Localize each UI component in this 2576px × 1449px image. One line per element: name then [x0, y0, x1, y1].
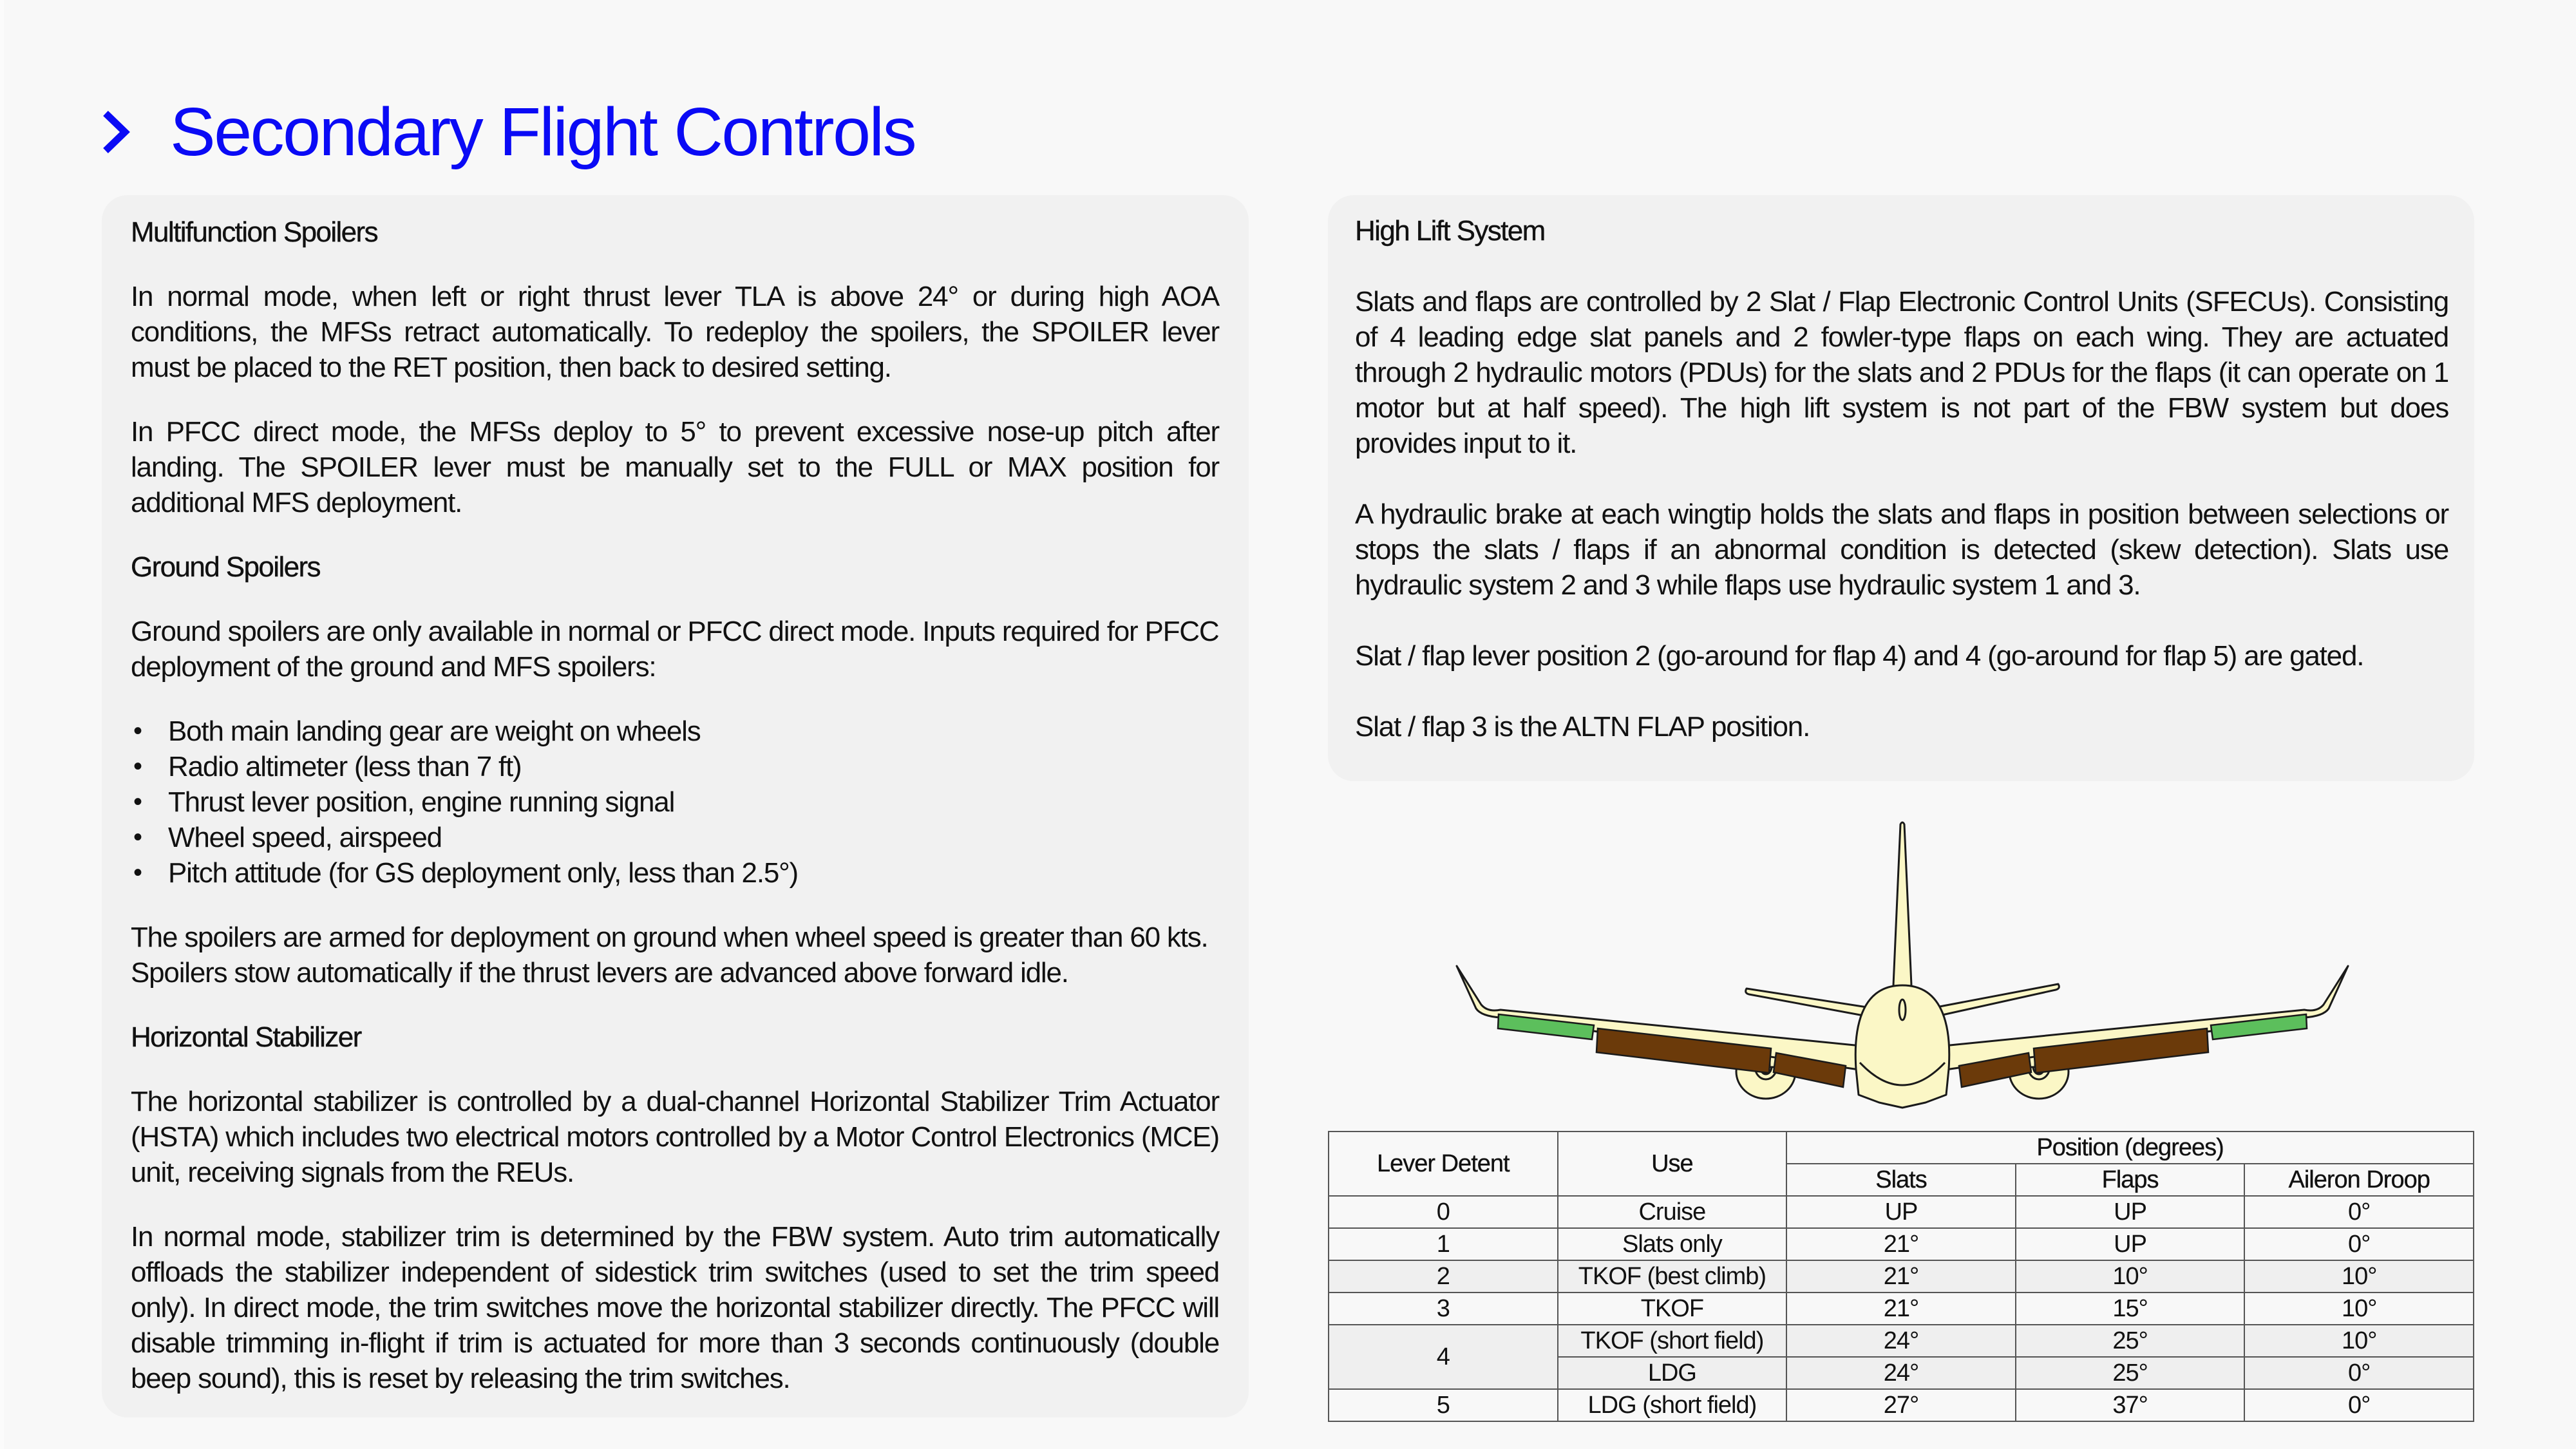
page-header [102, 90, 915, 174]
table-row [1329, 1196, 2474, 1228]
cell-use: LDG [1558, 1357, 1787, 1389]
list-item [131, 820, 1219, 855]
left-info-panel [102, 195, 1249, 1417]
paragraph: Ground spoilers are only available in normal or PFCC direct mode. Inputs required for PFCC deployment of the ground and MFS spoilers: [131, 616, 1219, 683]
cell-slats: 21° [1786, 1228, 2016, 1260]
bullet-icon: • [133, 717, 142, 745]
cell-slats: 27° [1786, 1389, 2016, 1421]
paragraph: The spoilers are armed for deployment on ground when wheel speed is greater than 60 kts. Spoilers stow automatically if the thrust levers are advanced above forward idle. [131, 922, 1208, 989]
fuselage [1855, 985, 1949, 1108]
cell-use: Slats only [1558, 1228, 1787, 1260]
paragraph: A hydraulic brake at each wingtip holds the slats and flaps in position between selections or stops the slats / flaps if an abnormal condition is detected (skew detection). Slats use hydraulic system 2 and 3 while flaps use hydraulic system 1 and 3. [1355, 498, 2448, 601]
list-item-text: Pitch attitude (for GS deployment only, less than 2.5°) [168, 857, 798, 889]
cell-detent: 0 [1329, 1196, 1558, 1228]
cell-use: TKOF (short field) [1558, 1325, 1787, 1357]
list-item [131, 714, 1219, 749]
lever-detent-table [1328, 1131, 2474, 1422]
section-heading-ground-spoilers: Ground Spoilers [131, 551, 320, 583]
page-edge [0, 0, 4, 1449]
cell-slats: 21° [1786, 1260, 2016, 1293]
table-row [1329, 1260, 2474, 1293]
paragraph: In PFCC direct mode, the MFSs deploy to 5° to prevent excessive nose-up pitch after landing. The SPOILER lever must be manually set to the FULL or MAX position for additional MFS deployment. [131, 416, 1219, 518]
list-item-text: Radio altimeter (less than 7 ft) [168, 751, 522, 782]
bullet-icon: • [133, 858, 142, 887]
cell-use: LDG (short field) [1558, 1389, 1787, 1421]
left-horizontal-stabilizer [1746, 989, 1875, 1018]
paragraph: In normal mode, stabilizer trim is determined by the FBW system. Auto trim automatically offloads the stabilizer independent of sidestick trim switches (used to set the trim speed only). In direct mode, the trim switches move the horizontal stabilizer directly. The PFCC will disable trimming in-flight if trim is actuated for more than 3 seconds continuously (double beep sound), this is reset by releasing the trim switches. [131, 1221, 1219, 1394]
cell-slats: 24° [1786, 1325, 2016, 1357]
table-row [1329, 1389, 2474, 1421]
section-heading-high-lift-system: High Lift System [1355, 215, 1545, 247]
header-slats: Slats [1786, 1164, 2016, 1196]
page-title: Secondary Flight Controls [170, 94, 916, 170]
paragraph: Slats and flaps are controlled by 2 Slat / Flap Electronic Control Units (SFECUs). Consisting of 4 leading edge slat panels and 2 fowler-type flaps on each wing. They are actuated through 2 hydraulic motors (PDUs) for the slats and 2 PDUs for the flaps (it can operate on 1 motor but at half speed). The high lift system is not part of the FBW system but does provides input to it. [1355, 286, 2448, 459]
right-horizontal-stabilizer [1929, 984, 2059, 1018]
cell-flaps: UP [2016, 1196, 2245, 1228]
header-use: Use [1558, 1132, 1787, 1196]
list-item-text: Both main landing gear are weight on wheels [168, 715, 701, 747]
list-item-text: Thrust lever position, engine running signal [168, 786, 675, 818]
cell-flaps: 10° [2016, 1260, 2245, 1293]
cell-detent: 3 [1329, 1293, 1558, 1325]
table-row [1329, 1325, 2474, 1357]
cell-aileron: 0° [2244, 1357, 2474, 1389]
cell-flaps: UP [2016, 1228, 2245, 1260]
section-heading-horizontal-stabilizer: Horizontal Stabilizer [131, 1021, 361, 1053]
cell-slats: UP [1786, 1196, 2016, 1228]
list-item [131, 784, 1219, 820]
cell-flaps: 25° [2016, 1357, 2245, 1389]
table-row [1329, 1293, 2474, 1325]
high-lift-panel [1328, 195, 2474, 781]
paragraph: In normal mode, when left or right thrust lever TLA is above 24° or during high AOA conditions, the MFSs retract automatically. To redeploy the spoilers, the SPOILER lever must be placed to the RET position, then back to desired setting. [131, 281, 1219, 383]
cell-detent: 1 [1329, 1228, 1558, 1260]
bullet-icon: • [133, 823, 142, 851]
header-flaps: Flaps [2016, 1164, 2245, 1196]
table-row [1329, 1228, 2474, 1260]
cell-use: TKOF (best climb) [1558, 1260, 1787, 1293]
paragraph: The horizontal stabilizer is controlled by a dual-channel Horizontal Stabilizer Trim Actuator (HSTA) which includes two electrical motors controlled by a Motor Control Electronics (MCE) unit, receiving signals from the REUs. [131, 1086, 1219, 1188]
list-item [131, 749, 1219, 784]
cell-detent: 2 [1329, 1260, 1558, 1293]
section-heading-multifunction-spoilers: Multifunction Spoilers [131, 216, 377, 248]
cell-detent: 4 [1329, 1325, 1558, 1389]
cell-slats: 21° [1786, 1293, 2016, 1325]
bullet-icon: • [133, 752, 142, 781]
paragraph: Slat / flap lever position 2 (go-around for flap 4) and 4 (go-around for flap 5) are gated. [1355, 640, 2364, 672]
chevron-right-icon [102, 109, 130, 155]
cell-slats: 24° [1786, 1357, 2016, 1389]
cell-detent: 5 [1329, 1389, 1558, 1421]
header-aileron-droop: Aileron Droop [2244, 1164, 2474, 1196]
cell-flaps: 15° [2016, 1293, 2245, 1325]
vertical-fin [1893, 822, 1911, 992]
cell-use: Cruise [1558, 1196, 1787, 1228]
cell-aileron: 10° [2244, 1293, 2474, 1325]
aircraft-rear-view-diagram [1417, 799, 2383, 1121]
cell-aileron: 0° [2244, 1196, 2474, 1228]
cell-aileron: 0° [2244, 1389, 2474, 1421]
cell-aileron: 10° [2244, 1325, 2474, 1357]
cell-aileron: 0° [2244, 1228, 2474, 1260]
cell-use: TKOF [1558, 1293, 1787, 1325]
ground-spoiler-inputs-list [131, 714, 1219, 891]
cell-flaps: 25° [2016, 1325, 2245, 1357]
list-item-text: Wheel speed, airspeed [168, 822, 442, 853]
header-lever-detent: Lever Detent [1329, 1132, 1558, 1196]
paragraph: Slat / flap 3 is the ALTN FLAP position. [1355, 711, 1810, 743]
header-position-group: Position (degrees) [1786, 1132, 2474, 1164]
list-item [131, 855, 1219, 891]
cell-aileron: 10° [2244, 1260, 2474, 1293]
bullet-icon: • [133, 788, 142, 816]
cell-flaps: 37° [2016, 1389, 2245, 1421]
